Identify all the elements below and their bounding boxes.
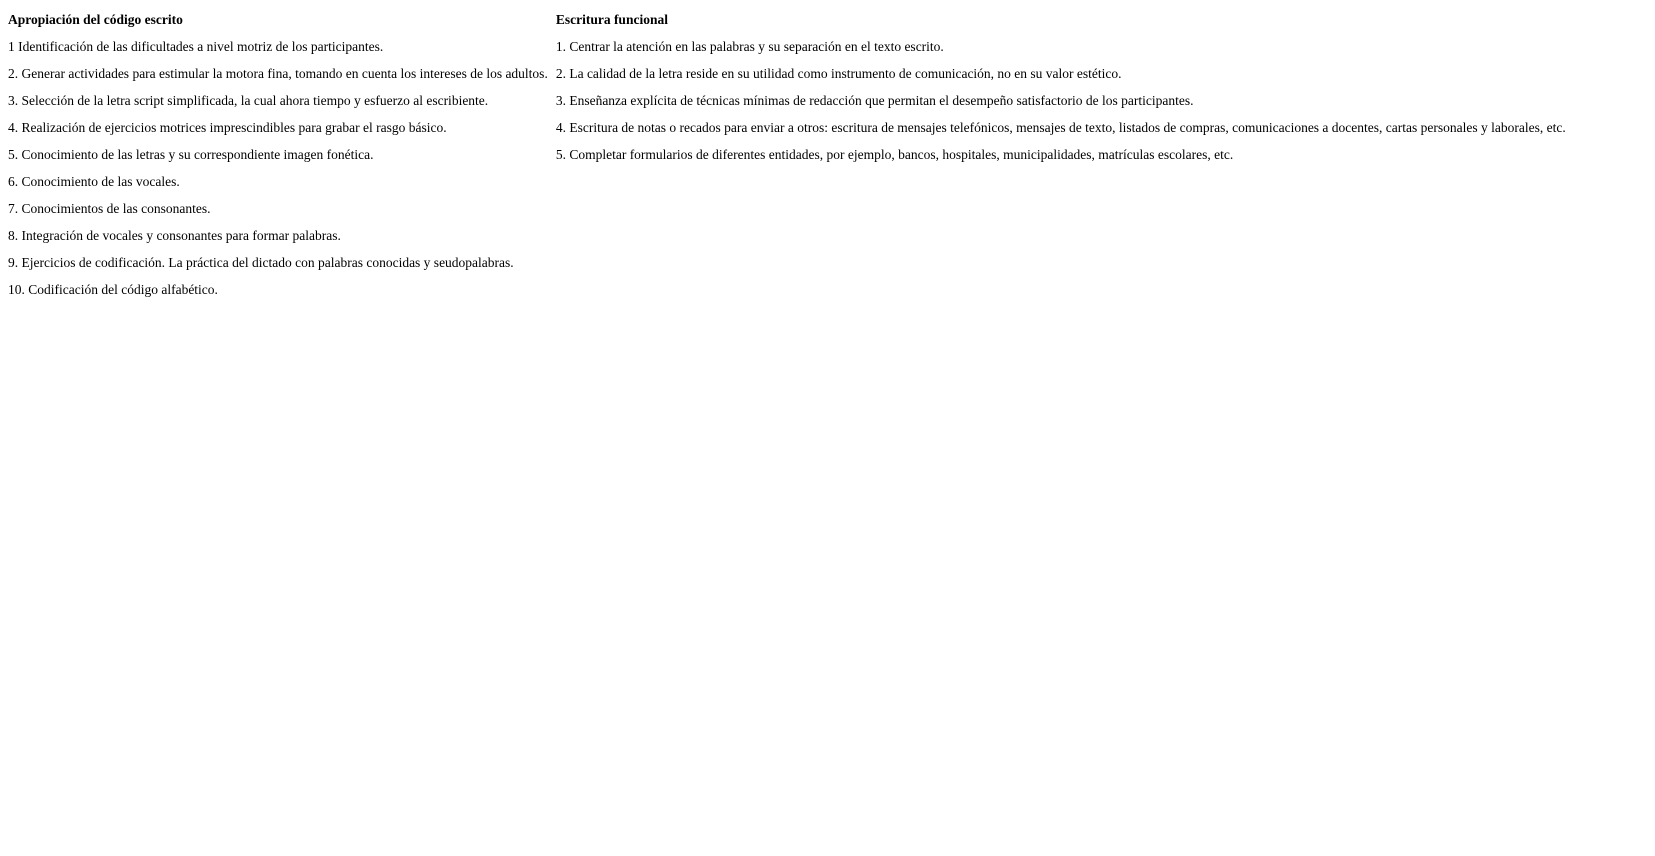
right-list-item: 2. La calidad de la letra reside en su utilidad como instrumento de comunicación, no en su valor estético. — [555, 66, 1122, 81]
left-list-item: 3. Selección de la letra script simplificada, la cual ahora tiempo y esfuerzo al escribiente. — [8, 93, 489, 108]
content-table — [6, 6, 1568, 303]
left-column — [6, 6, 554, 303]
right-column-title: Escritura funcional — [555, 12, 668, 27]
left-list-item: 5. Conocimiento de las letras y su correspondiente imagen fonética. — [8, 147, 374, 162]
left-list-item: 9. Ejercicios de codificación. La práctica del dictado con palabras conocidas y seudopalabras. — [8, 255, 514, 270]
left-column-title: Apropiación del código escrito — [8, 12, 183, 27]
left-list-item: 7. Conocimientos de las consonantes. — [8, 201, 211, 216]
left-list-item: 2. Generar actividades para estimular la motora fina, tomando en cuenta los intereses de los adultos. — [8, 66, 548, 81]
left-list-item: 4. Realización de ejercicios motrices imprescindibles para grabar el rasgo básico. — [8, 120, 447, 135]
left-list-item: 6. Conocimiento de las vocales. — [8, 174, 180, 189]
right-list-item: 3. Enseñanza explícita de técnicas mínimas de redacción que permitan el desempeño satisfactorio de los participantes. — [555, 93, 1194, 108]
right-list-item: 5. Completar formularios de diferentes entidades, por ejemplo, bancos, hospitales, municipalidades, matrículas escolares, etc. — [555, 147, 1234, 162]
left-list-item: 1 Identificación de las dificultades a nivel motriz de los participantes. — [8, 39, 384, 54]
left-list-item: 10. Codificación del código alfabético. — [8, 282, 218, 297]
left-list-item: 8. Integración de vocales y consonantes para formar palabras. — [8, 228, 341, 243]
right-list-item: 4. Escritura de notas o recados para enviar a otros: escritura de mensajes telefónicos, mensajes de texto, listados de compras, comunicaciones a docentes, cartas personales y laborales, etc. — [555, 120, 1566, 135]
right-list-item: 1. Centrar la atención en las palabras y su separación en el texto escrito. — [555, 39, 944, 54]
right-column — [554, 6, 1568, 303]
